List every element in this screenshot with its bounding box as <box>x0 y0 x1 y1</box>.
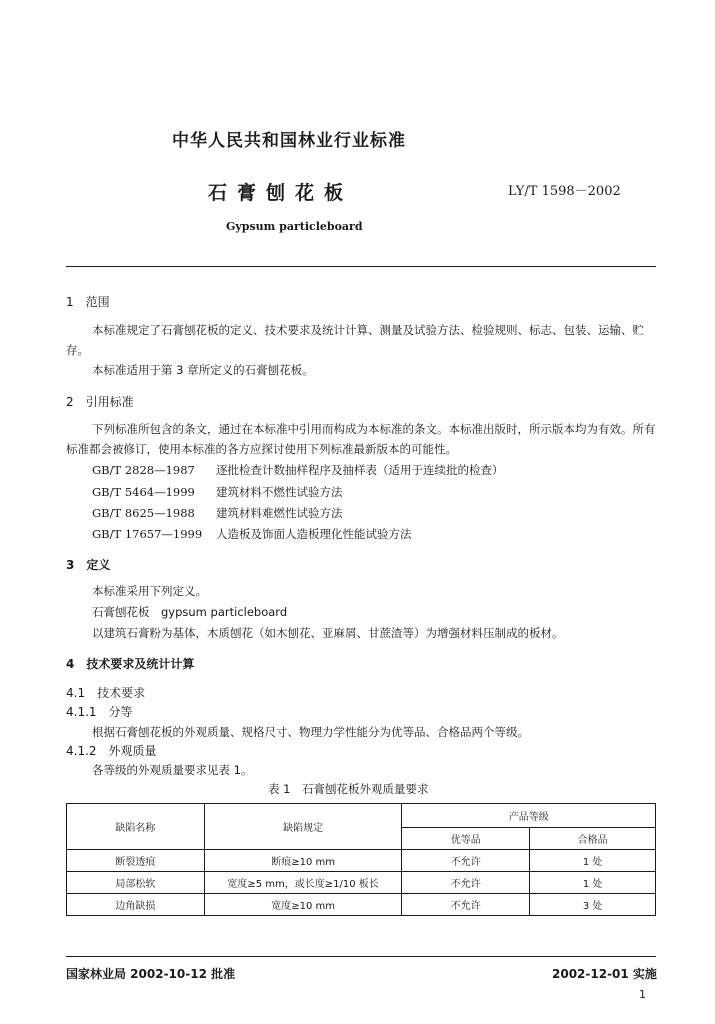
section-4-1-2-paragraph: 各等级的外观质量要求见表 1。 <box>92 763 253 777</box>
section-4-1-1-heading: 4.1.1 分等 <box>66 705 133 719</box>
standard-number: LY/T 1598－2002 <box>508 184 621 199</box>
table-row <box>67 872 656 894</box>
standard-title-cn: 石膏刨花板 <box>208 182 354 204</box>
standard-title-en: Gypsum particleboard <box>226 220 363 233</box>
cell-defect-name: 断裂透痕 <box>67 850 205 872</box>
table-row <box>67 850 656 872</box>
definition-text: 以建筑石膏粉为基体，木质刨花（如木刨花、亚麻屑、甘蔗渣等）为增强材料压制成的板材。 <box>92 626 564 640</box>
header-defect-name: 缺陷名称 <box>67 804 205 850</box>
cell-defect-name: 边角缺损 <box>67 894 205 916</box>
section-4-1-2-heading: 4.1.2 外观质量 <box>66 744 157 758</box>
cell-excellent: 不允许 <box>402 894 530 916</box>
reference-code: GB/T 5464—1999 <box>92 485 195 499</box>
section-1-paragraph-1: 本标准规定了石膏刨花板的定义、技术要求及统计计算、测量及试验方法、检验规则、标志、包装、运输、贮存。 <box>66 323 644 357</box>
reference-code: GB/T 8625—1988 <box>92 506 195 520</box>
appearance-quality-table <box>66 803 656 916</box>
section-4-1-1-paragraph: 根据石膏刨花板的外观质量、规格尺寸、物理力学性能分为优等品、合格品两个等级。 <box>92 725 529 739</box>
page-number: 1 <box>639 988 646 1001</box>
reference-item <box>92 484 343 500</box>
reference-code: GB/T 2828—1987 <box>92 463 195 477</box>
effective-date: 2002-12-01 实施 <box>552 967 657 981</box>
reference-item <box>92 505 343 521</box>
section-1-heading: 1 范围 <box>66 295 110 309</box>
cell-excellent: 不允许 <box>402 850 530 872</box>
reference-code: GB/T 17657—1999 <box>92 527 203 541</box>
cell-excellent: 不允许 <box>402 872 530 894</box>
reference-title: 逐批检查计数抽样程序及抽样表（适用于连续批的检查） <box>216 463 504 477</box>
section-1-paragraph-2: 本标准适用于第 3 章所定义的石膏刨花板。 <box>92 363 314 377</box>
cell-qualified: 3 处 <box>530 894 656 916</box>
cell-defect-name: 局部松软 <box>67 872 205 894</box>
section-3-heading: 3 定义 <box>66 558 111 572</box>
section-4-heading: 4 技术要求及统计计算 <box>66 657 195 671</box>
cell-defect-rule: 断痕≥10 mm <box>204 850 402 872</box>
cell-defect-rule: 宽度≥10 mm <box>204 894 402 916</box>
section-3-paragraph-1: 本标准采用下列定义。 <box>92 584 207 598</box>
header-rule <box>66 266 656 267</box>
section-2-heading: 2 引用标准 <box>66 395 134 409</box>
table-1-caption: 表 1 石膏刨花板外观质量要求 <box>268 782 429 796</box>
table-row <box>67 894 656 916</box>
issuing-agency: 中华人民共和国林业行业标准 <box>172 131 406 151</box>
header-qualified-grade: 合格品 <box>530 828 656 850</box>
cell-defect-rule: 宽度≥5 mm，或长度≥1/10 板长 <box>204 872 402 894</box>
footer-rule <box>66 956 656 957</box>
definition-term: 石膏刨花板 gypsum particleboard <box>92 605 288 619</box>
header-defect-rule: 缺陷规定 <box>204 804 402 850</box>
cell-qualified: 1 处 <box>530 850 656 872</box>
header-product-grade: 产品等级 <box>402 804 656 828</box>
cell-qualified: 1 处 <box>530 872 656 894</box>
reference-title: 人造板及饰面人造板理化性能试验方法 <box>216 527 412 541</box>
header-excellent-grade: 优等品 <box>402 828 530 850</box>
reference-title: 建筑材料不燃性试验方法 <box>216 485 343 499</box>
reference-item <box>92 462 504 478</box>
approval-date: 国家林业局 2002-10-12 批准 <box>66 967 236 981</box>
section-4-1-heading: 4.1 技术要求 <box>66 686 146 700</box>
section-2-paragraph-1: 下列标准所包含的条文，通过在本标准中引用而构成为本标准的条文。本标准出版时，所示版本均为有效。所有标准都会被修订，使用本标准的各方应探讨使用下列标准最新版本的可能性。 <box>66 422 656 456</box>
reference-title: 建筑材料难燃性试验方法 <box>216 506 343 520</box>
reference-item <box>92 526 412 542</box>
